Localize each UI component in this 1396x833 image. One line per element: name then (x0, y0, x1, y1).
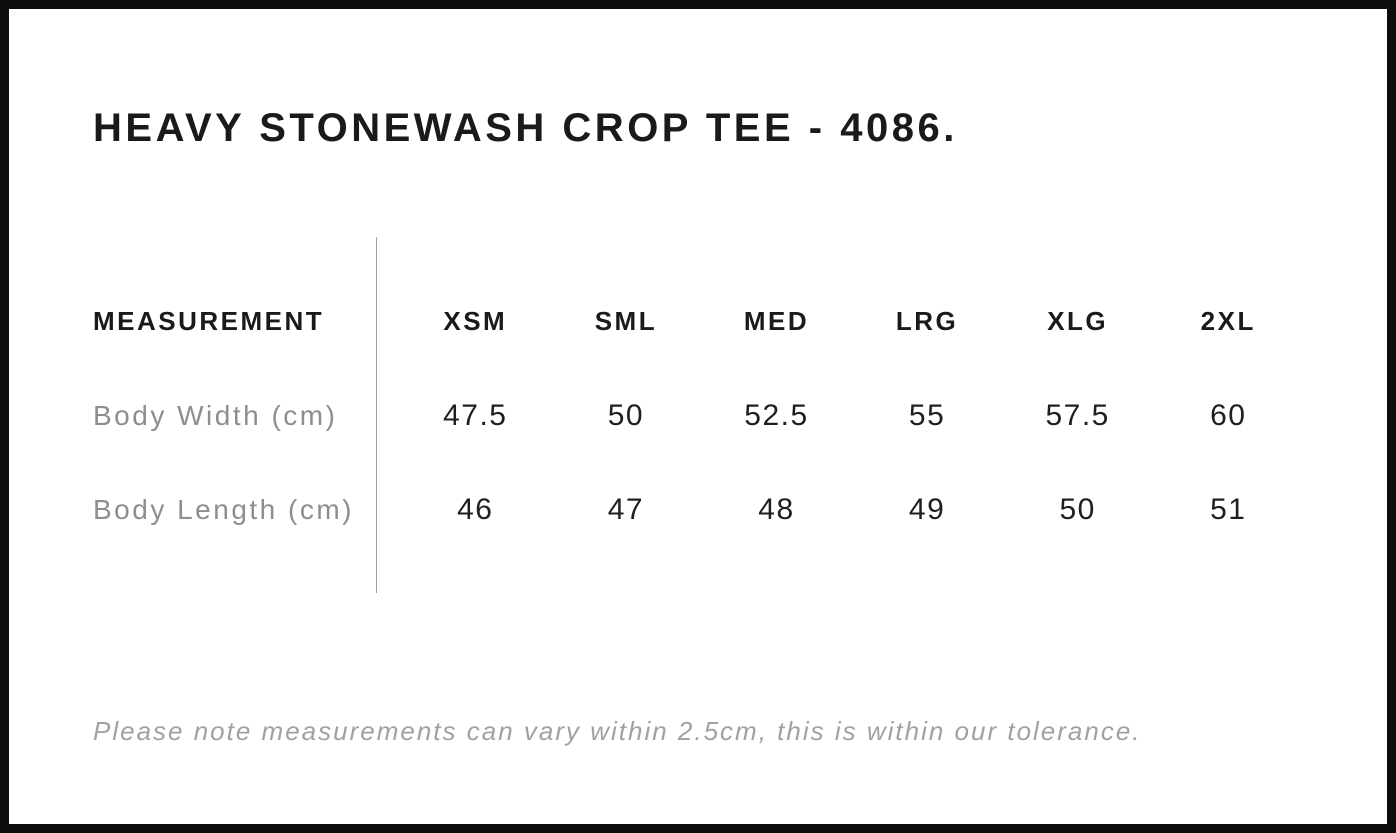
body-length-lrg: 49 (908, 493, 946, 527)
row-label-body-length: Body Length (cm) (93, 494, 354, 526)
table-row-body-length (93, 492, 1304, 528)
column-header-lrg: LRG (895, 306, 959, 336)
body-width-2xl: 60 (1210, 399, 1247, 433)
body-width-sml: 50 (607, 399, 645, 433)
size-chart-header-row (93, 306, 1304, 337)
body-length-med: 48 (758, 493, 795, 527)
body-length-xsm: 46 (457, 493, 494, 527)
column-header-xlg: XLG (1047, 306, 1109, 336)
product-title: HEAVY STONEWASH CROP TEE - 4086. (93, 106, 958, 150)
column-header-xsm: XSM (443, 306, 508, 336)
tolerance-note: Please note measurements can vary within 2.5cm, this is within our tolerance. (93, 716, 1142, 746)
column-header-measurement: MEASUREMENT (93, 306, 325, 336)
body-length-sml: 47 (607, 493, 645, 527)
size-chart-table (93, 306, 1304, 586)
table-row-body-width (93, 398, 1304, 434)
body-length-2xl: 51 (1210, 493, 1247, 527)
column-header-med: MED (743, 306, 810, 336)
body-length-xlg: 50 (1059, 493, 1096, 527)
body-width-med: 52.5 (744, 399, 809, 433)
body-width-xlg: 57.5 (1045, 399, 1110, 433)
row-label-body-width: Body Width (cm) (93, 400, 338, 432)
body-width-xsm: 47.5 (443, 399, 508, 433)
column-header-sml: SML (594, 306, 658, 336)
column-header-2xl: 2XL (1200, 306, 1256, 336)
body-width-lrg: 55 (908, 399, 946, 433)
